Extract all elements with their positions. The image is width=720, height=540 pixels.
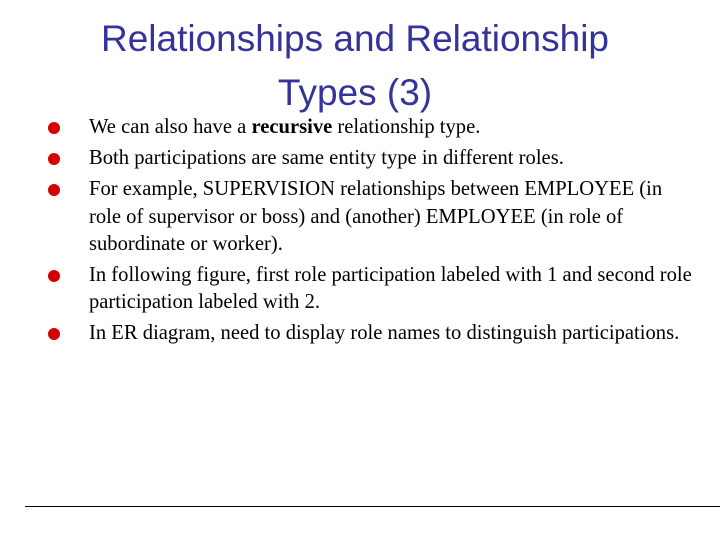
slide-title	[40, 12, 670, 120]
bullet-dot-icon	[48, 270, 60, 282]
bullet-text: Both participations are same entity type in different roles.	[89, 147, 564, 170]
bullet-dot-icon	[48, 184, 60, 196]
bullet-text: In ER diagram, need to display role names to distinguish participations.	[89, 322, 680, 345]
slide-title-line-1: Relationships and Relationship	[100, 18, 610, 59]
bullet-item-er-diagram	[48, 320, 698, 347]
bullet-item-recursive	[48, 114, 698, 141]
bullet-item-figure	[48, 262, 698, 316]
bullet-text-after: relationship type.	[332, 116, 481, 138]
bullet-dot-icon	[48, 122, 60, 134]
bullet-list	[48, 114, 698, 352]
bullet-text: For example, SUPERVISION relationships between EMPLOYEE (in role of supervisor or boss) and (another) EMPLOYEE (in role of subordinate or worker).	[89, 178, 663, 255]
bullet-item-roles	[48, 145, 698, 172]
bullet-text-before: We can also have a	[89, 116, 252, 138]
bullet-item-example	[48, 176, 698, 258]
footer-divider	[25, 506, 720, 507]
bullet-emphasis: recursive	[251, 116, 333, 138]
slide-title-line-2: Types (3)	[277, 72, 433, 113]
bullet-text: In following figure, first role participation labeled with 1 and second role participation labeled with 2.	[89, 264, 692, 314]
bullet-dot-icon	[48, 153, 60, 165]
bullet-dot-icon	[48, 328, 60, 340]
